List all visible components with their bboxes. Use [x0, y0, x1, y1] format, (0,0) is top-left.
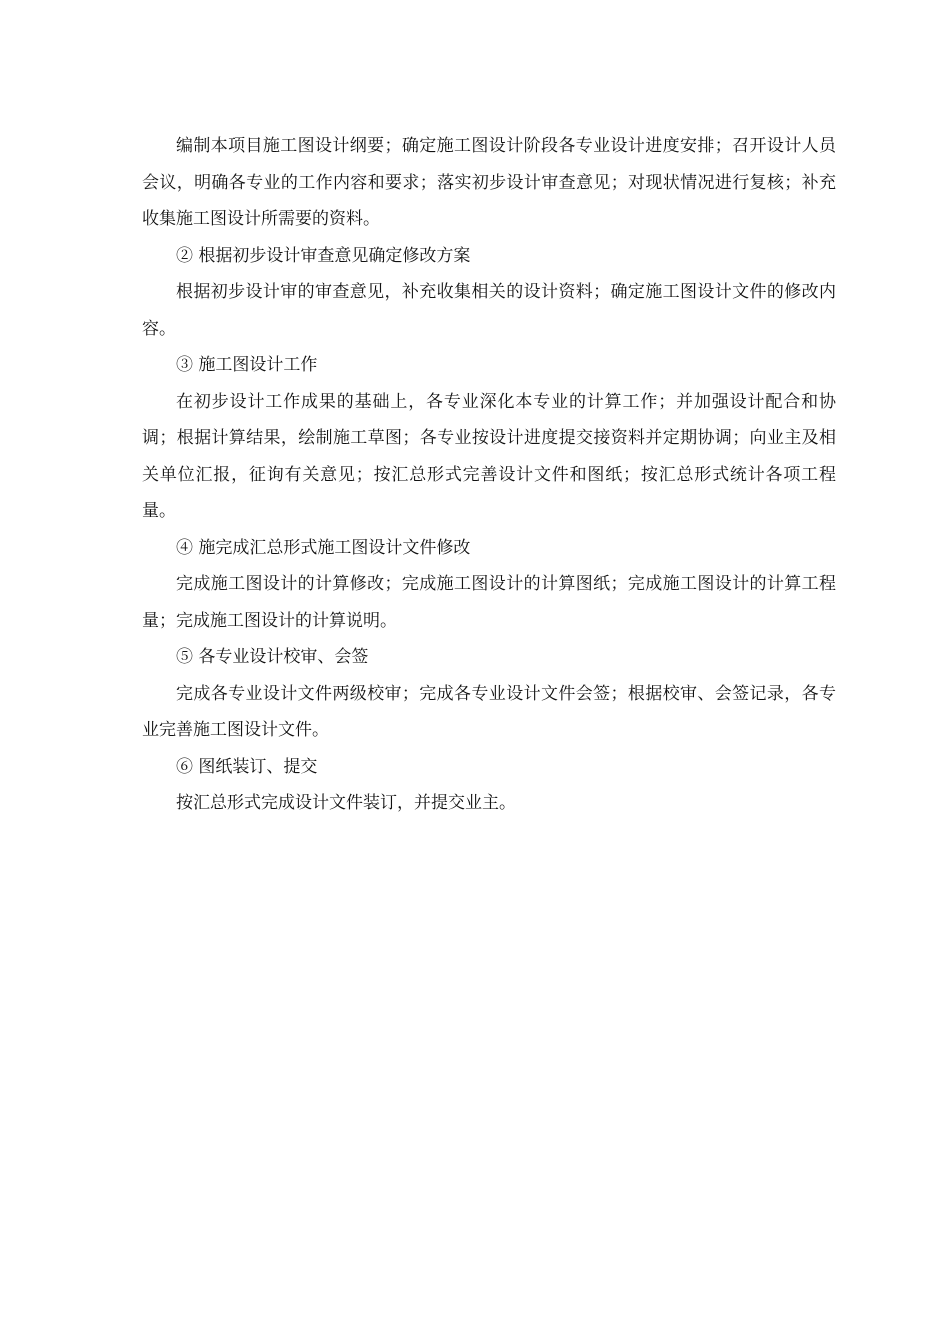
section-heading-2: ② 根据初步设计审查意见确定修改方案	[176, 245, 471, 266]
section-heading-6: ⑥ 图纸装订、提交	[176, 756, 318, 777]
paragraph-preparation: 编制本项目施工图设计纲要；确定施工图设计阶段各专业设计进度安排；召开设计人员会议，明确各专业的工作内容和要求；落实初步设计审查意见；对现状情况进行复核；补充收集施工图设计所需要的资料。	[142, 136, 836, 229]
section-heading-4: ④ 施完成汇总形式施工图设计文件修改	[176, 537, 471, 558]
paragraph-revision: 根据初步设计审的审查意见，补充收集相关的设计资料；确定施工图设计文件的修改内容。	[142, 282, 836, 339]
section-heading-3: ③ 施工图设计工作	[176, 355, 318, 375]
paragraph-completion: 完成施工图设计的计算修改；完成施工图设计的计算图纸；完成施工图设计的计算工程量；完成施工图设计的计算说明。	[142, 574, 836, 631]
paragraph-submission: 按汇总形式完成设计文件装订，并提交业主。	[176, 793, 516, 813]
paragraph-review: 完成各专业设计文件两级校审；完成各专业设计文件会签；根据校审、会签记录，各专业完善施工图设计文件。	[142, 683, 836, 740]
paragraph-design-work: 在初步设计工作成果的基础上，各专业深化本专业的计算工作；并加强设计配合和协调；根据计算结果，绘制施工草图；各专业按设计进度提交接资料并定期协调；向业主及相关单位汇报，征询有关意见；按汇总形式完善设计文件和图纸；按汇总形式统计各项工程量。	[142, 391, 836, 521]
section-heading-5: ⑤ 各专业设计校审、会签	[176, 647, 369, 667]
document-page	[142, 128, 836, 822]
